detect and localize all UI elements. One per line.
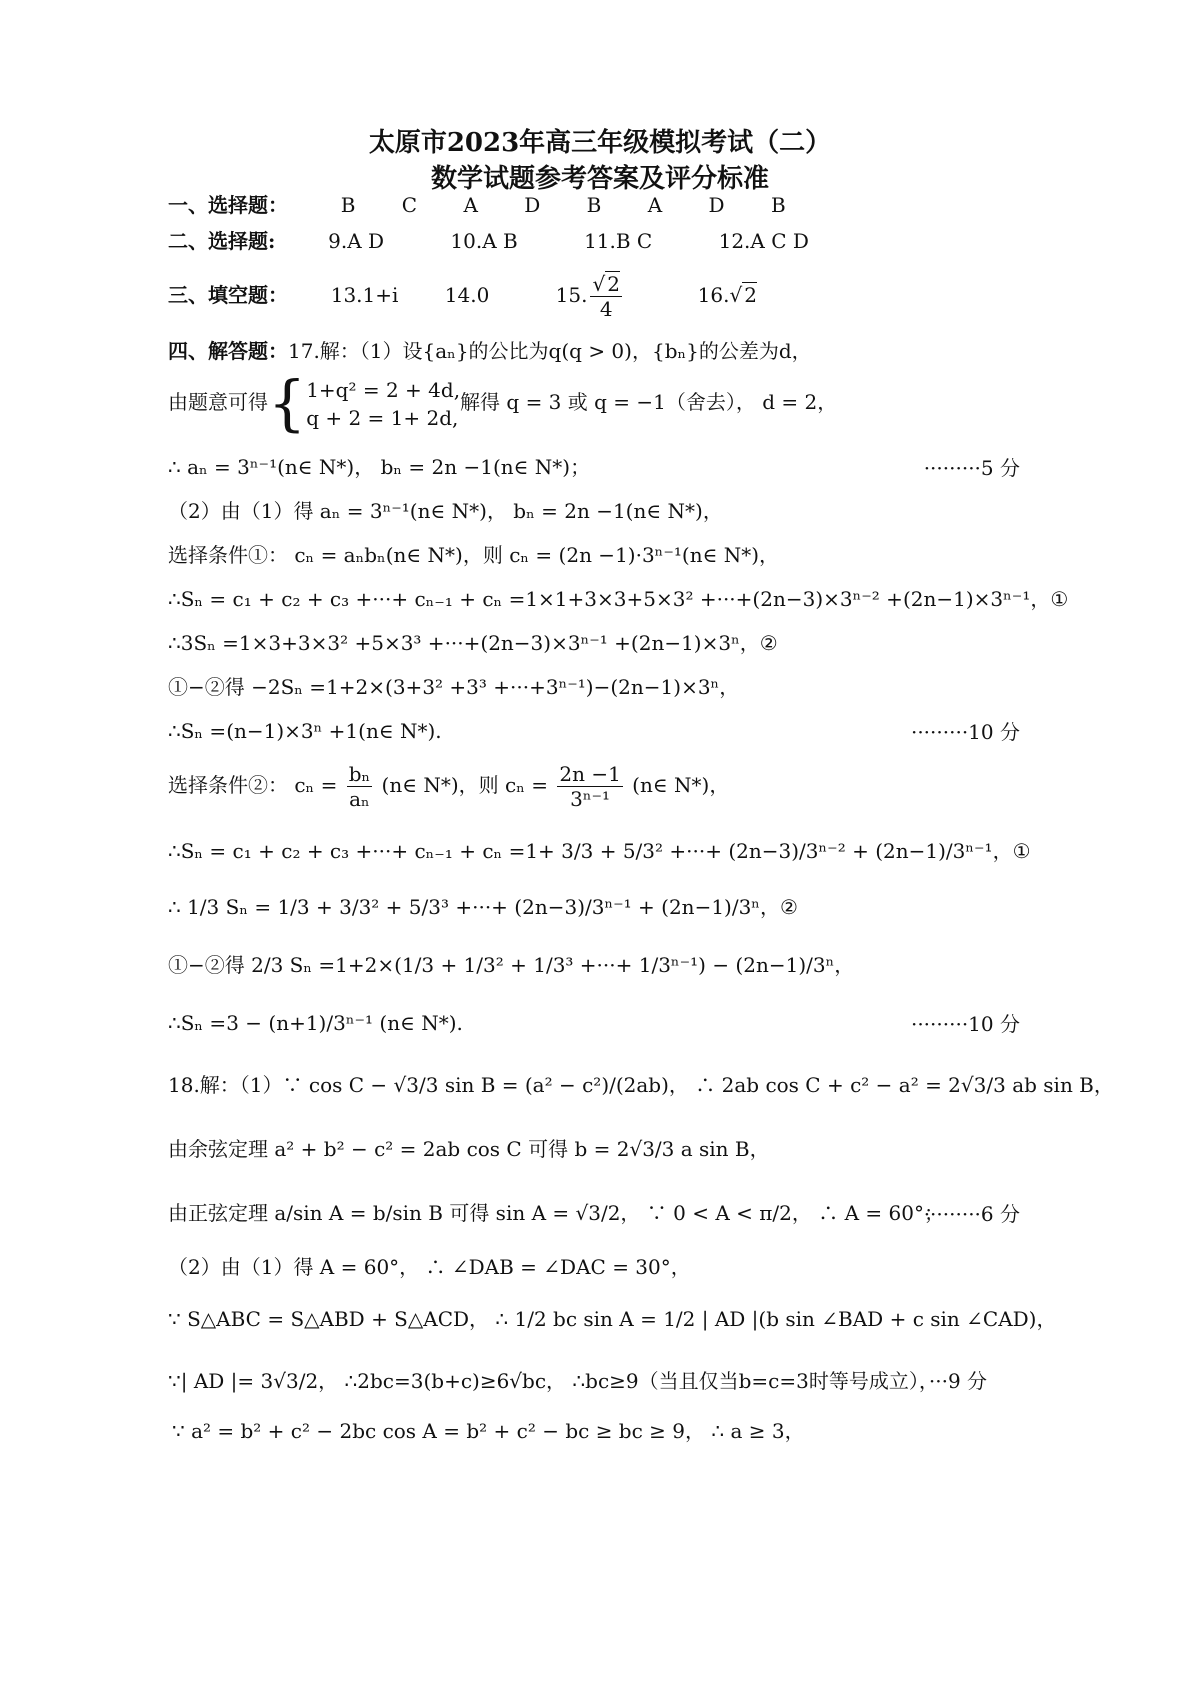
- answer: 16.: [697, 283, 730, 307]
- answer: C: [401, 193, 418, 217]
- q17-line8: ①−②得 −2Sₙ =1+2×(3+3² +3³ +···+3ⁿ⁻¹)−(2n−1)×3ⁿ，: [168, 675, 740, 699]
- fraction: $\frac{\text{bₙ}}{\text{aₙ}}$: [348, 762, 371, 811]
- q17-line7: ∴3Sₙ =1×3+3×3² +5×3³ +···+(2n−3)×3ⁿ⁻¹ +(2n−1)×3ⁿ，②: [168, 631, 778, 655]
- answer: 13.1+i: [330, 283, 399, 307]
- section-label: 二、选择题:: [168, 229, 276, 253]
- section-fill-in: [168, 270, 757, 321]
- answer: 9.A D: [328, 229, 385, 253]
- q17-line14: ∴Sₙ =3 − (n+1)/3ⁿ⁻¹ (n∈ N*).: [168, 1011, 463, 1035]
- q17-line9: ∴Sₙ =(n−1)×3ⁿ +1(n∈ N*).: [168, 719, 442, 743]
- text: (n∈ N*)，则 cₙ =: [381, 773, 548, 797]
- section-label: 四、解答题：: [168, 339, 288, 363]
- answer-key-title: 数学试题参考答案及评分标准: [430, 164, 769, 194]
- equation-system: [306, 376, 460, 432]
- q17-line5: 选择条件①： cₙ = aₙbₙ(n∈ N*)，则 cₙ = (2n −1)·3ⁿ⁻¹(n∈ N*)，: [168, 543, 780, 567]
- fraction: $\frac{√ 2}{4}$: [592, 272, 620, 321]
- answer: D: [524, 193, 541, 217]
- q17-line6: ∴Sₙ = c₁ + c₂ + c₃ +···+ cₙ₋₁ + cₙ =1×1+3×3+5×3² +···+(2n−3)×3ⁿ⁻² +(2n−1)×3ⁿ⁻¹，①: [168, 587, 1069, 611]
- section-choice-1: [168, 190, 786, 220]
- q17-line10: [168, 760, 729, 811]
- section-label: 一、选择题：: [168, 193, 288, 217]
- text: 解得 q = 3 或 q = −1（舍去）， d = 2，: [460, 390, 838, 414]
- q18-line4: （2）由（1）得 A = 60°， ∴ ∠DAB = ∠DAC = 30°，: [168, 1255, 691, 1279]
- score: ·········10 分: [910, 720, 1020, 744]
- q17-line11: ∴Sₙ = c₁ + c₂ + c₃ +···+ cₙ₋₁ + cₙ =1+ 3/3 + 5/3² +···+ (2n−3)/3ⁿ⁻² + (2n−1)/3ⁿ⁻¹，①: [168, 839, 1031, 863]
- q17-line4: （2）由（1）得 aₙ = 3ⁿ⁻¹(n∈ N*)， bₙ = 2n −1(n∈ N*)，: [168, 499, 723, 523]
- answer: B: [770, 193, 786, 217]
- q18-line7: ∵ a² = b² + c² − 2bc cos A = b² + c² − bc ≥ bc ≥ 9， ∴ a ≥ 3，: [172, 1419, 805, 1443]
- section-solution: [168, 336, 812, 366]
- answer: 10.A B: [450, 229, 518, 253]
- equation: 1+q² = 2 + 4d,: [306, 377, 461, 402]
- answer: B: [586, 193, 602, 217]
- text: cₙ =: [294, 773, 338, 797]
- q17-line13: ①−②得 2/3 Sₙ =1+2×(1/3 + 1/3² + 1/3³ +···+ 1/3ⁿ⁻¹) − (2n−1)/3ⁿ，: [168, 953, 855, 977]
- q18-line1: 18.解：（1）∵ cos C − √3/3 sin B = (a² − c²)/(2ab)， ∴ 2ab cos C + c² − a² = 2√3/3 ab sin B，: [168, 1073, 1114, 1097]
- text: 17.解：（1）设{aₙ}的公比为q(q > 0)，{bₙ}的公差为d，: [288, 339, 812, 363]
- q17-line3: ∴ aₙ = 3ⁿ⁻¹(n∈ N*)， bₙ = 2n −1(n∈ N*)；: [168, 455, 591, 479]
- answer: 14.0: [444, 283, 490, 307]
- exam-title: 太原市2023年高三年级模拟考试（二）: [368, 128, 832, 158]
- section-label: 三、填空题：: [168, 283, 288, 307]
- q18-line6: ∵| AD |= 3√3/2， ∴2bc=3(b+c)≥6√bc， ∴bc≥9（当且仅当b=c=3时等号成立），···9 分: [168, 1369, 988, 1393]
- q18-line5: ∵ S△ABC = S△ABD + S△ACD， ∴ 1/2 bc sin A = 1/2 | AD |(b sin ∠BAD + c sin ∠CAD)，: [168, 1307, 1057, 1331]
- answer: 15.: [555, 283, 588, 307]
- fraction: $\frac{2n -1}{\text{3ⁿ⁻¹}}$: [559, 762, 621, 811]
- text: (n∈ N*)，: [632, 773, 730, 797]
- score: ·········6 分: [923, 1202, 1020, 1226]
- q17-line12: ∴ 1/3 Sₙ = 1/3 + 3/3² + 5/3³ +···+ (2n−3)/3ⁿ⁻¹ + (2n−1)/3ⁿ，②: [168, 895, 798, 919]
- q18-line2: 由余弦定理 a² + b² − c² = 2ab cos C 可得 b = 2√3/3 a sin B，: [168, 1137, 770, 1161]
- brace: {: [268, 368, 307, 439]
- equation: q + 2 = 1+ 2d,: [306, 405, 459, 430]
- answer: A: [463, 193, 478, 217]
- q17-system: [168, 368, 838, 439]
- answer: 11.B C: [584, 229, 653, 253]
- answer: B: [340, 193, 356, 217]
- answer: A: [647, 193, 663, 217]
- q18-line3: 由正弦定理 a/sin A = b/sin B 可得 sin A = √3/2， ∵ 0 < A < π/2， ∴ A = 60°；: [168, 1201, 944, 1225]
- text: 由题意可得: [168, 390, 268, 414]
- sqrt-two: √ 2: [729, 283, 757, 307]
- answer: D: [708, 193, 725, 217]
- section-choice-2: [168, 226, 809, 256]
- text: 选择条件②：: [168, 773, 288, 797]
- score: ·········10 分: [910, 1012, 1020, 1036]
- score: ·········5 分: [923, 456, 1020, 480]
- answer: 12.A C D: [718, 229, 809, 253]
